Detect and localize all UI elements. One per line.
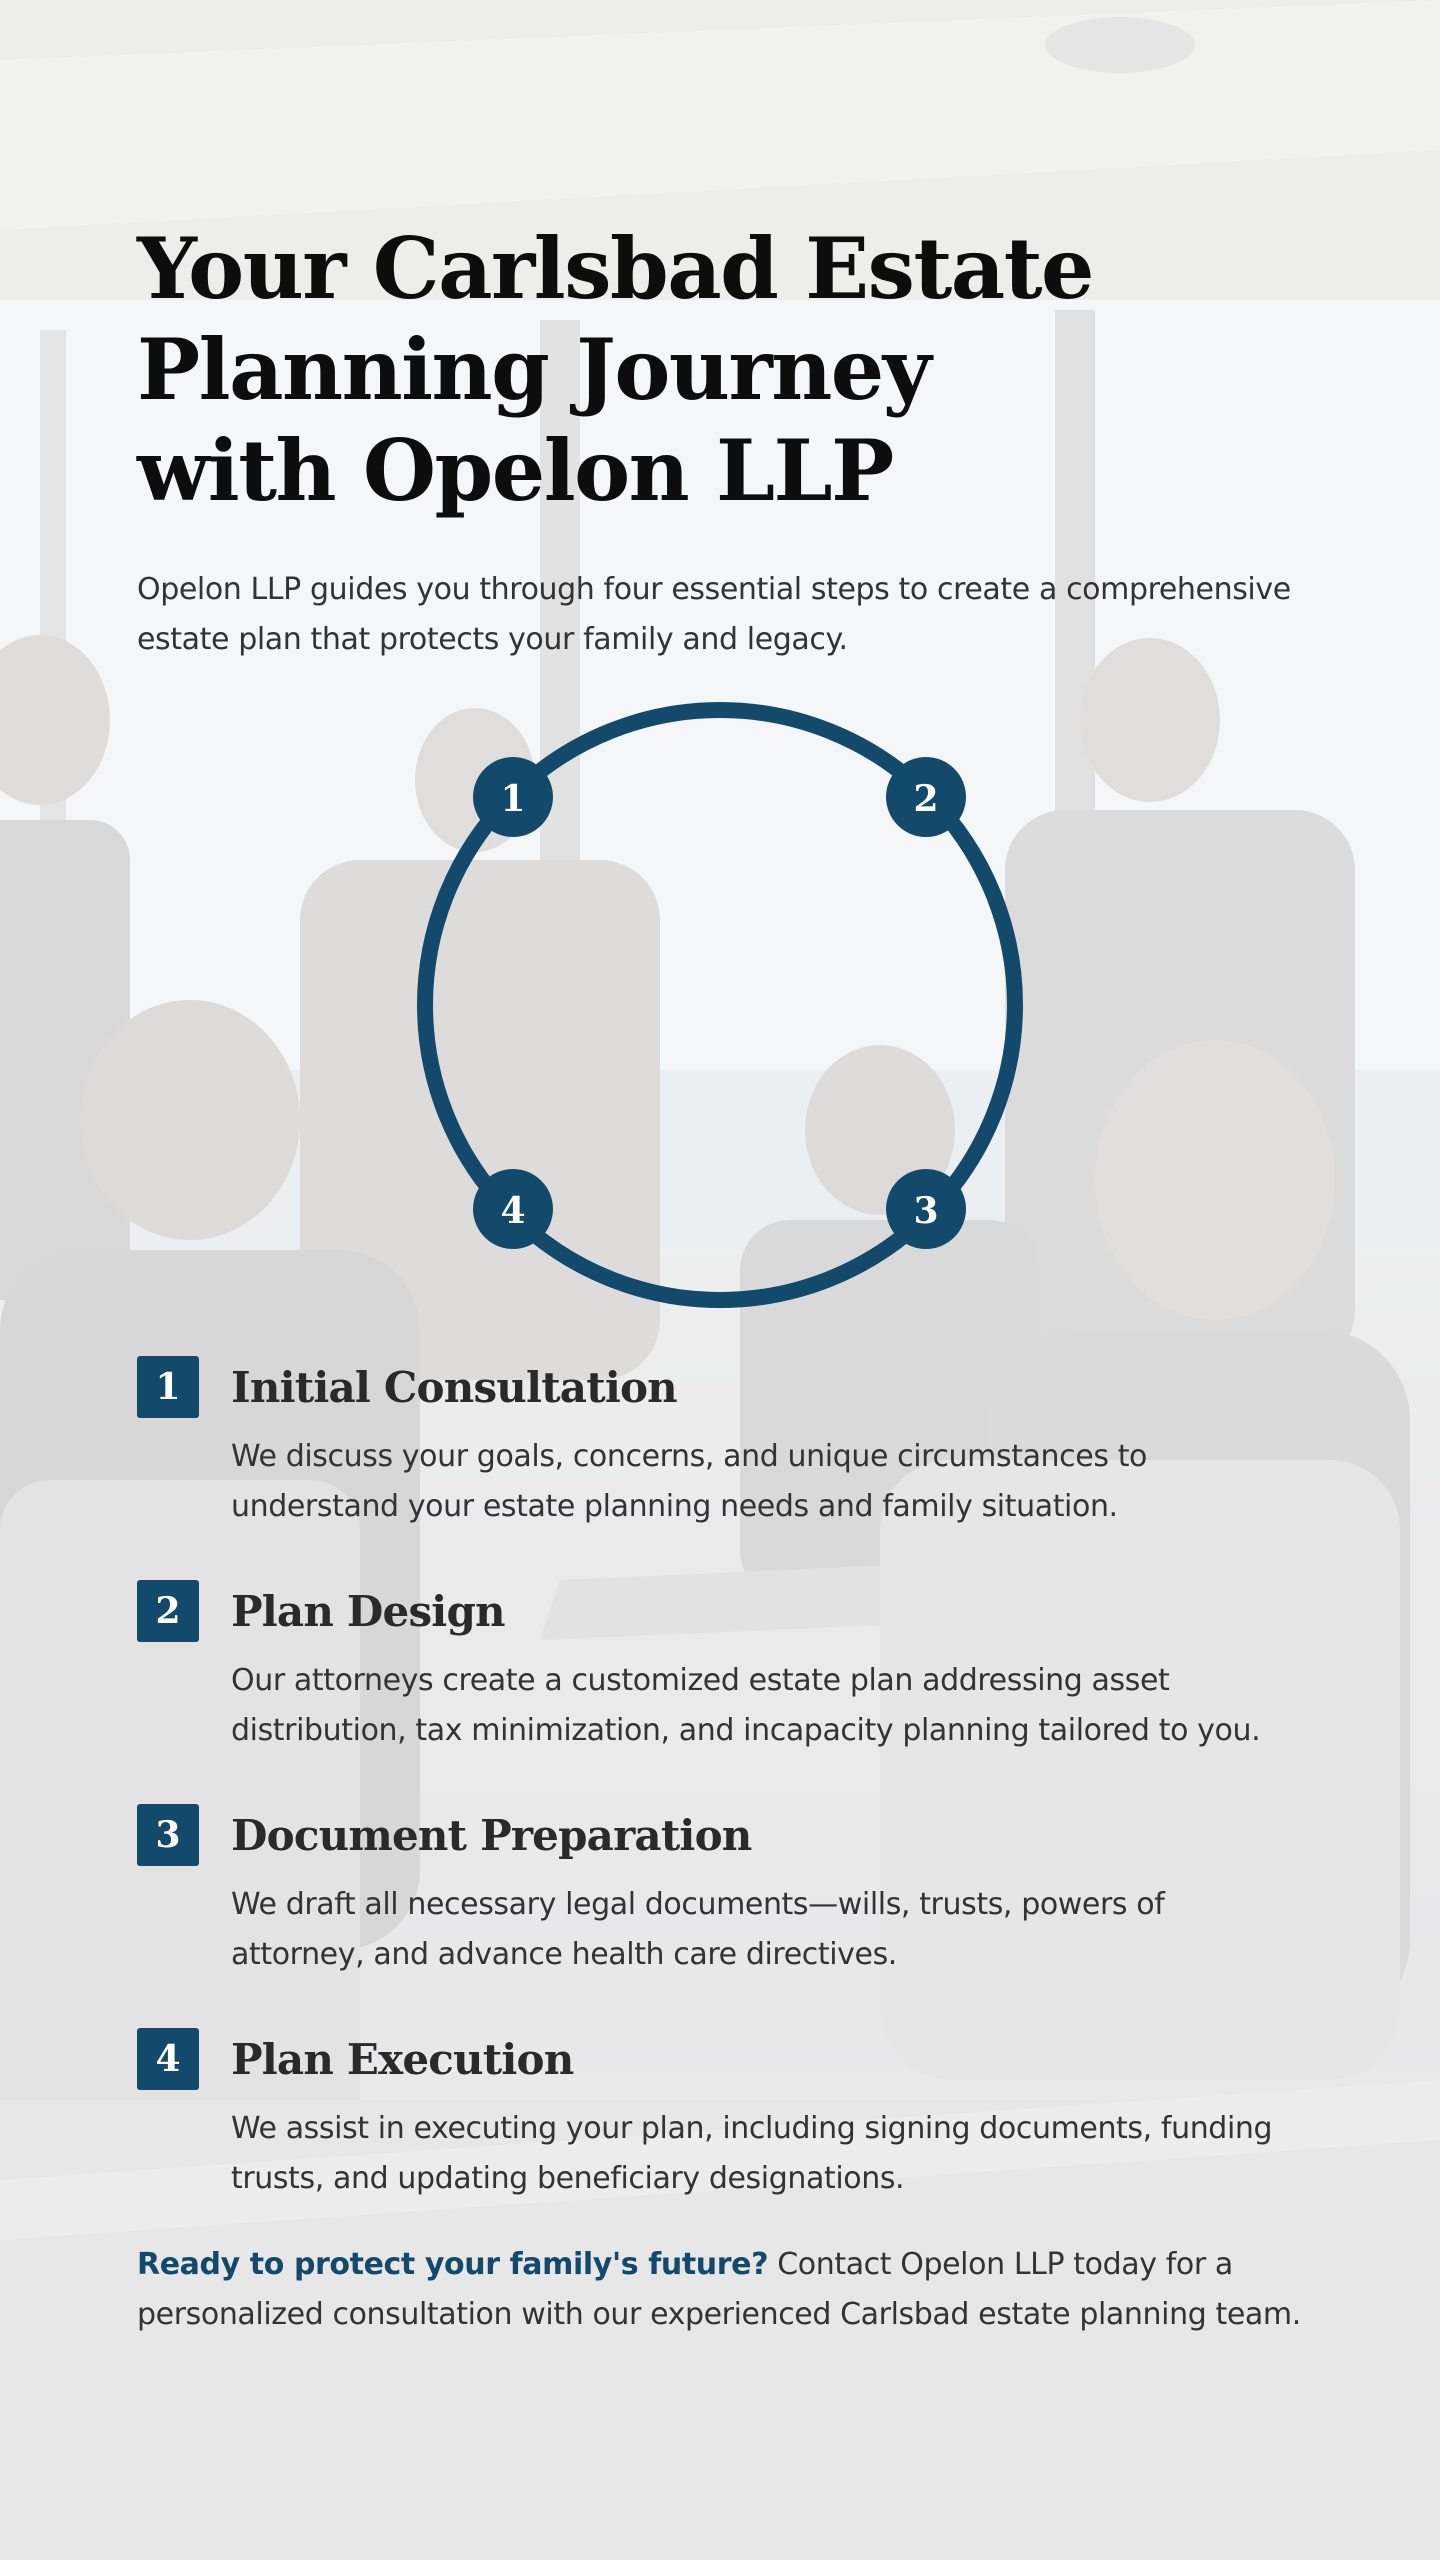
page-title: Your Carlsbad Estate Planning Journey with Opelon LLP — [137, 219, 1093, 520]
step-description: We assist in executing your plan, including signing documents, funding trusts, and updating beneficiary designations. — [231, 2111, 1273, 2196]
cta-lead: Ready to protect your family's future? — [137, 2247, 769, 2282]
cycle-node-3 — [886, 1169, 966, 1249]
cycle-node-1 — [473, 757, 553, 837]
step-description: Our attorneys create a customized estate plan addressing asset distribution, tax minimization, and incapacity planning tailored to you. — [231, 1663, 1261, 1748]
step-number-badge: 3 — [137, 1804, 199, 1866]
intro-paragraph: Opelon LLP guides you through four essential steps to create a comprehensive estate plan that protects your family and legacy. — [137, 572, 1291, 657]
process-cycle-diagram — [412, 697, 1028, 1313]
cycle-node-label: 1 — [500, 778, 526, 820]
step-description: We draft all necessary legal documents—wills, trusts, powers of attorney, and advance health care directives. — [231, 1887, 1165, 1972]
cycle-node-label: 2 — [913, 778, 939, 820]
step-title: Document Preparation — [231, 1811, 752, 1860]
cycle-node-2 — [886, 757, 966, 837]
step-number-badge: 4 — [137, 2028, 199, 2090]
cycle-node-4 — [473, 1169, 553, 1249]
step-title: Initial Consultation — [231, 1363, 677, 1412]
step-title: Plan Design — [231, 1587, 505, 1636]
cycle-node-label: 4 — [500, 1190, 526, 1232]
call-to-action — [137, 2240, 1337, 2340]
cta-text: Contact Opelon LLP today for a personalized consultation with our experienced Carlsbad estate planning team. — [137, 2247, 1301, 2332]
cycle-node-label: 3 — [913, 1190, 939, 1232]
step-description: We discuss your goals, concerns, and unique circumstances to understand your estate planning needs and family situation. — [231, 1439, 1148, 1524]
step-number-badge: 1 — [137, 1356, 199, 1418]
step-number-badge: 2 — [137, 1580, 199, 1642]
step-title: Plan Execution — [231, 2035, 574, 2084]
